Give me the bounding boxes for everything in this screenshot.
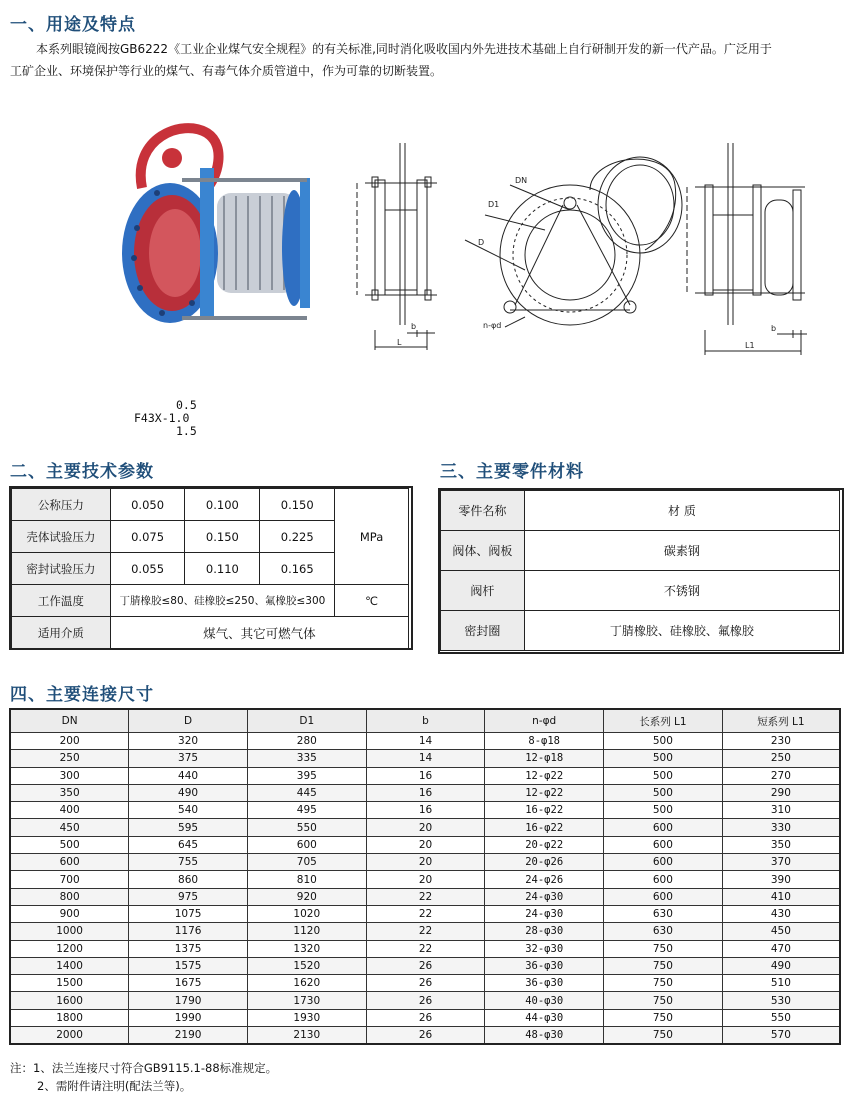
section-title-materials: 三、主要零件材料 xyxy=(440,462,584,482)
table-cell: 750 xyxy=(604,940,723,957)
table-row xyxy=(10,992,840,1009)
intro-line-2: 工矿企业、环境保护等行业的煤气、有毒气体介质管道中，作为可靠的切断装置。 xyxy=(10,64,443,78)
spec-value: 0.100 xyxy=(185,489,260,521)
table-cell: 450 xyxy=(10,819,129,836)
table-cell: 705 xyxy=(247,854,366,871)
table-cell: 12-φ22 xyxy=(485,784,604,801)
note-1: 注：1、法兰连接尺寸符合GB9115.1-88标准规定。 xyxy=(10,1061,278,1075)
table-cell: 755 xyxy=(129,854,248,871)
col-header: 短系列 L1 xyxy=(722,709,840,733)
spec-row xyxy=(12,617,409,649)
table-cell: 1320 xyxy=(247,940,366,957)
table-cell: 920 xyxy=(247,888,366,905)
table-cell: 490 xyxy=(129,784,248,801)
label-l: L xyxy=(397,338,402,347)
material-header-material: 材 质 xyxy=(524,491,839,531)
material-value: 丁腈橡胶、硅橡胶、氟橡胶 xyxy=(524,611,839,651)
model-pressure-1: 0.5 xyxy=(176,398,197,412)
spec-temp-value: 丁腈橡胶≤80、硅橡胶≤250、氟橡胶≤300 xyxy=(110,585,334,617)
table-cell: 22 xyxy=(366,905,485,922)
table-cell: 1575 xyxy=(129,957,248,974)
table-cell: 445 xyxy=(247,784,366,801)
table-row xyxy=(10,750,840,767)
table-cell: 750 xyxy=(604,1027,723,1045)
table-cell: 22 xyxy=(366,888,485,905)
table-cell: 1375 xyxy=(129,940,248,957)
model-pressure-3: 1.5 xyxy=(176,424,197,438)
table-cell: 370 xyxy=(722,854,840,871)
table-cell: 1930 xyxy=(247,1009,366,1026)
table-cell: 44-φ30 xyxy=(485,1009,604,1026)
table-cell: 2000 xyxy=(10,1027,129,1045)
model-name: F43X-1.0 xyxy=(134,411,190,425)
table-cell: 1800 xyxy=(10,1009,129,1026)
table-cell: 1020 xyxy=(247,905,366,922)
table-row xyxy=(10,836,840,853)
table-row xyxy=(10,767,840,784)
table-cell: 26 xyxy=(366,1027,485,1045)
spec-label: 密封试验压力 xyxy=(12,553,111,585)
table-cell: 12-φ18 xyxy=(485,750,604,767)
table-cell: 600 xyxy=(604,871,723,888)
material-part: 阀杆 xyxy=(441,571,525,611)
table-row xyxy=(10,905,840,922)
label-d1: D1 xyxy=(488,200,500,209)
table-cell: 1790 xyxy=(129,992,248,1009)
table-cell: 395 xyxy=(247,767,366,784)
table-cell: 495 xyxy=(247,802,366,819)
table-cell: 500 xyxy=(10,836,129,853)
table-cell: 600 xyxy=(604,819,723,836)
table-cell: 20-φ26 xyxy=(485,854,604,871)
material-part: 密封圈 xyxy=(441,611,525,651)
table-cell: 26 xyxy=(366,1009,485,1026)
table-cell: 32-φ30 xyxy=(485,940,604,957)
label-dn: DN xyxy=(515,176,528,185)
specs-table xyxy=(11,488,409,649)
table-row xyxy=(10,733,840,750)
table-cell: 440 xyxy=(129,767,248,784)
table-cell: 230 xyxy=(722,733,840,750)
table-cell: 500 xyxy=(604,750,723,767)
table-cell: 330 xyxy=(722,819,840,836)
label-b-short: b xyxy=(411,322,417,331)
valve-product-photo xyxy=(112,118,312,348)
table-cell: 26 xyxy=(366,957,485,974)
spec-value: 0.150 xyxy=(260,489,335,521)
col-header: D1 xyxy=(247,709,366,733)
table-cell: 595 xyxy=(129,819,248,836)
label-d: D xyxy=(478,238,485,247)
table-cell: 1400 xyxy=(10,957,129,974)
table-row xyxy=(10,957,840,974)
table-cell: 550 xyxy=(722,1009,840,1026)
spec-value: 0.055 xyxy=(110,553,185,585)
table-cell: 400 xyxy=(10,802,129,819)
material-value: 不锈钢 xyxy=(524,571,839,611)
table-cell: 250 xyxy=(722,750,840,767)
table-row xyxy=(10,923,840,940)
table-row xyxy=(10,819,840,836)
spec-value: 0.165 xyxy=(260,553,335,585)
table-cell: 530 xyxy=(722,992,840,1009)
table-cell: 350 xyxy=(722,836,840,853)
table-cell: 48-φ30 xyxy=(485,1027,604,1045)
table-cell: 700 xyxy=(10,871,129,888)
table-cell: 16 xyxy=(366,784,485,801)
table-cell: 600 xyxy=(604,836,723,853)
section-title-dimensions: 四、主要连接尺寸 xyxy=(10,685,154,705)
table-cell: 645 xyxy=(129,836,248,853)
table-cell: 20 xyxy=(366,871,485,888)
table-cell: 1200 xyxy=(10,940,129,957)
section-title-usage: 一、用途及特点 xyxy=(10,15,136,35)
table-cell: 1620 xyxy=(247,975,366,992)
table-cell: 350 xyxy=(10,784,129,801)
table-cell: 36-φ30 xyxy=(485,975,604,992)
table-cell: 20 xyxy=(366,819,485,836)
table-cell: 2190 xyxy=(129,1027,248,1045)
table-cell: 630 xyxy=(604,923,723,940)
table-cell: 20-φ22 xyxy=(485,836,604,853)
table-cell: 200 xyxy=(10,733,129,750)
table-cell: 500 xyxy=(604,784,723,801)
table-cell: 290 xyxy=(722,784,840,801)
table-cell: 24-φ30 xyxy=(485,888,604,905)
table-cell: 320 xyxy=(129,733,248,750)
table-cell: 750 xyxy=(604,957,723,974)
table-cell: 540 xyxy=(129,802,248,819)
spec-label: 工作温度 xyxy=(12,585,111,617)
table-cell: 1675 xyxy=(129,975,248,992)
dimensions-header-row xyxy=(10,709,840,733)
table-cell: 36-φ30 xyxy=(485,957,604,974)
table-cell: 470 xyxy=(722,940,840,957)
table-cell: 375 xyxy=(129,750,248,767)
material-header-row xyxy=(441,491,840,531)
note-2: 2、需附件请注明(配法兰等)。 xyxy=(37,1079,192,1093)
table-cell: 390 xyxy=(722,871,840,888)
label-nphi: n-φd xyxy=(483,321,502,330)
table-cell: 500 xyxy=(604,802,723,819)
table-cell: 22 xyxy=(366,923,485,940)
table-cell: 24-φ30 xyxy=(485,905,604,922)
table-cell: 500 xyxy=(604,767,723,784)
table-cell: 860 xyxy=(129,871,248,888)
material-part: 阀体、阀板 xyxy=(441,531,525,571)
table-cell: 335 xyxy=(247,750,366,767)
spec-unit: MPa xyxy=(335,489,409,585)
spec-label: 壳体试验压力 xyxy=(12,521,111,553)
table-cell: 22 xyxy=(366,940,485,957)
col-header: n-φd xyxy=(485,709,604,733)
spec-value: 0.050 xyxy=(110,489,185,521)
technical-drawing xyxy=(345,135,810,360)
table-cell: 14 xyxy=(366,733,485,750)
table-cell: 500 xyxy=(604,733,723,750)
table-cell: 450 xyxy=(722,923,840,940)
spec-value: 0.110 xyxy=(185,553,260,585)
table-cell: 810 xyxy=(247,871,366,888)
table-cell: 975 xyxy=(129,888,248,905)
spec-temp-unit: ℃ xyxy=(335,585,409,617)
table-row xyxy=(10,975,840,992)
table-cell: 40-φ30 xyxy=(485,992,604,1009)
materials-table xyxy=(440,490,840,651)
table-cell: 800 xyxy=(10,888,129,905)
table-cell: 1176 xyxy=(129,923,248,940)
table-cell: 24-φ26 xyxy=(485,871,604,888)
table-cell: 16-φ22 xyxy=(485,802,604,819)
material-row xyxy=(441,571,840,611)
table-cell: 14 xyxy=(366,750,485,767)
table-cell: 2130 xyxy=(247,1027,366,1045)
table-row xyxy=(10,871,840,888)
table-cell: 26 xyxy=(366,975,485,992)
table-cell: 28-φ30 xyxy=(485,923,604,940)
section-title-specs: 二、主要技术参数 xyxy=(10,462,154,482)
table-cell: 20 xyxy=(366,836,485,853)
spec-value: 0.225 xyxy=(260,521,335,553)
table-cell: 16 xyxy=(366,767,485,784)
table-row xyxy=(10,784,840,801)
table-cell: 600 xyxy=(247,836,366,853)
spec-label: 适用介质 xyxy=(12,617,111,649)
table-cell: 16 xyxy=(366,802,485,819)
table-cell: 750 xyxy=(604,1009,723,1026)
table-cell: 1990 xyxy=(129,1009,248,1026)
table-row xyxy=(10,802,840,819)
spec-value: 0.075 xyxy=(110,521,185,553)
table-cell: 1600 xyxy=(10,992,129,1009)
table-cell: 12-φ22 xyxy=(485,767,604,784)
col-header: b xyxy=(366,709,485,733)
table-cell: 1000 xyxy=(10,923,129,940)
side-view-short xyxy=(357,143,437,350)
table-cell: 270 xyxy=(722,767,840,784)
material-value: 碳素钢 xyxy=(524,531,839,571)
table-cell: 410 xyxy=(722,888,840,905)
spec-value: 0.150 xyxy=(185,521,260,553)
table-cell: 1120 xyxy=(247,923,366,940)
table-row xyxy=(10,854,840,871)
table-cell: 250 xyxy=(10,750,129,767)
table-row xyxy=(10,1009,840,1026)
col-header: DN xyxy=(10,709,129,733)
spec-medium-value: 煤气、其它可燃气体 xyxy=(110,617,408,649)
table-cell: 600 xyxy=(604,888,723,905)
table-cell: 1520 xyxy=(247,957,366,974)
material-header-name: 零件名称 xyxy=(441,491,525,531)
table-cell: 1500 xyxy=(10,975,129,992)
spec-row xyxy=(12,489,409,521)
table-cell: 600 xyxy=(604,854,723,871)
table-cell: 16-φ22 xyxy=(485,819,604,836)
table-cell: 430 xyxy=(722,905,840,922)
table-row xyxy=(10,1027,840,1045)
table-cell: 570 xyxy=(722,1027,840,1045)
spec-row xyxy=(12,585,409,617)
table-cell: 550 xyxy=(247,819,366,836)
table-cell: 300 xyxy=(10,767,129,784)
front-view xyxy=(465,157,682,327)
dimensions-table xyxy=(9,708,841,1045)
col-header: D xyxy=(129,709,248,733)
label-b-long: b xyxy=(771,324,777,333)
material-row xyxy=(441,531,840,571)
table-cell: 1730 xyxy=(247,992,366,1009)
table-cell: 1075 xyxy=(129,905,248,922)
spec-label: 公称压力 xyxy=(12,489,111,521)
table-cell: 750 xyxy=(604,975,723,992)
table-row xyxy=(10,940,840,957)
table-cell: 8-φ18 xyxy=(485,733,604,750)
table-cell: 630 xyxy=(604,905,723,922)
intro-line-1: 本系列眼镜阀按GB6222《工业企业煤气安全规程》的有关标准,同时消化吸收国内外先进技术基础上自行研制开发的新一代产品。广泛用于 xyxy=(36,42,772,56)
table-cell: 750 xyxy=(604,992,723,1009)
col-header: 长系列 L1 xyxy=(604,709,723,733)
table-cell: 26 xyxy=(366,992,485,1009)
table-cell: 20 xyxy=(366,854,485,871)
table-cell: 280 xyxy=(247,733,366,750)
table-row xyxy=(10,888,840,905)
side-view-long xyxy=(687,143,807,355)
label-l1: L1 xyxy=(745,341,755,350)
table-cell: 510 xyxy=(722,975,840,992)
table-cell: 900 xyxy=(10,905,129,922)
table-cell: 490 xyxy=(722,957,840,974)
table-cell: 600 xyxy=(10,854,129,871)
material-row xyxy=(441,611,840,651)
table-cell: 310 xyxy=(722,802,840,819)
